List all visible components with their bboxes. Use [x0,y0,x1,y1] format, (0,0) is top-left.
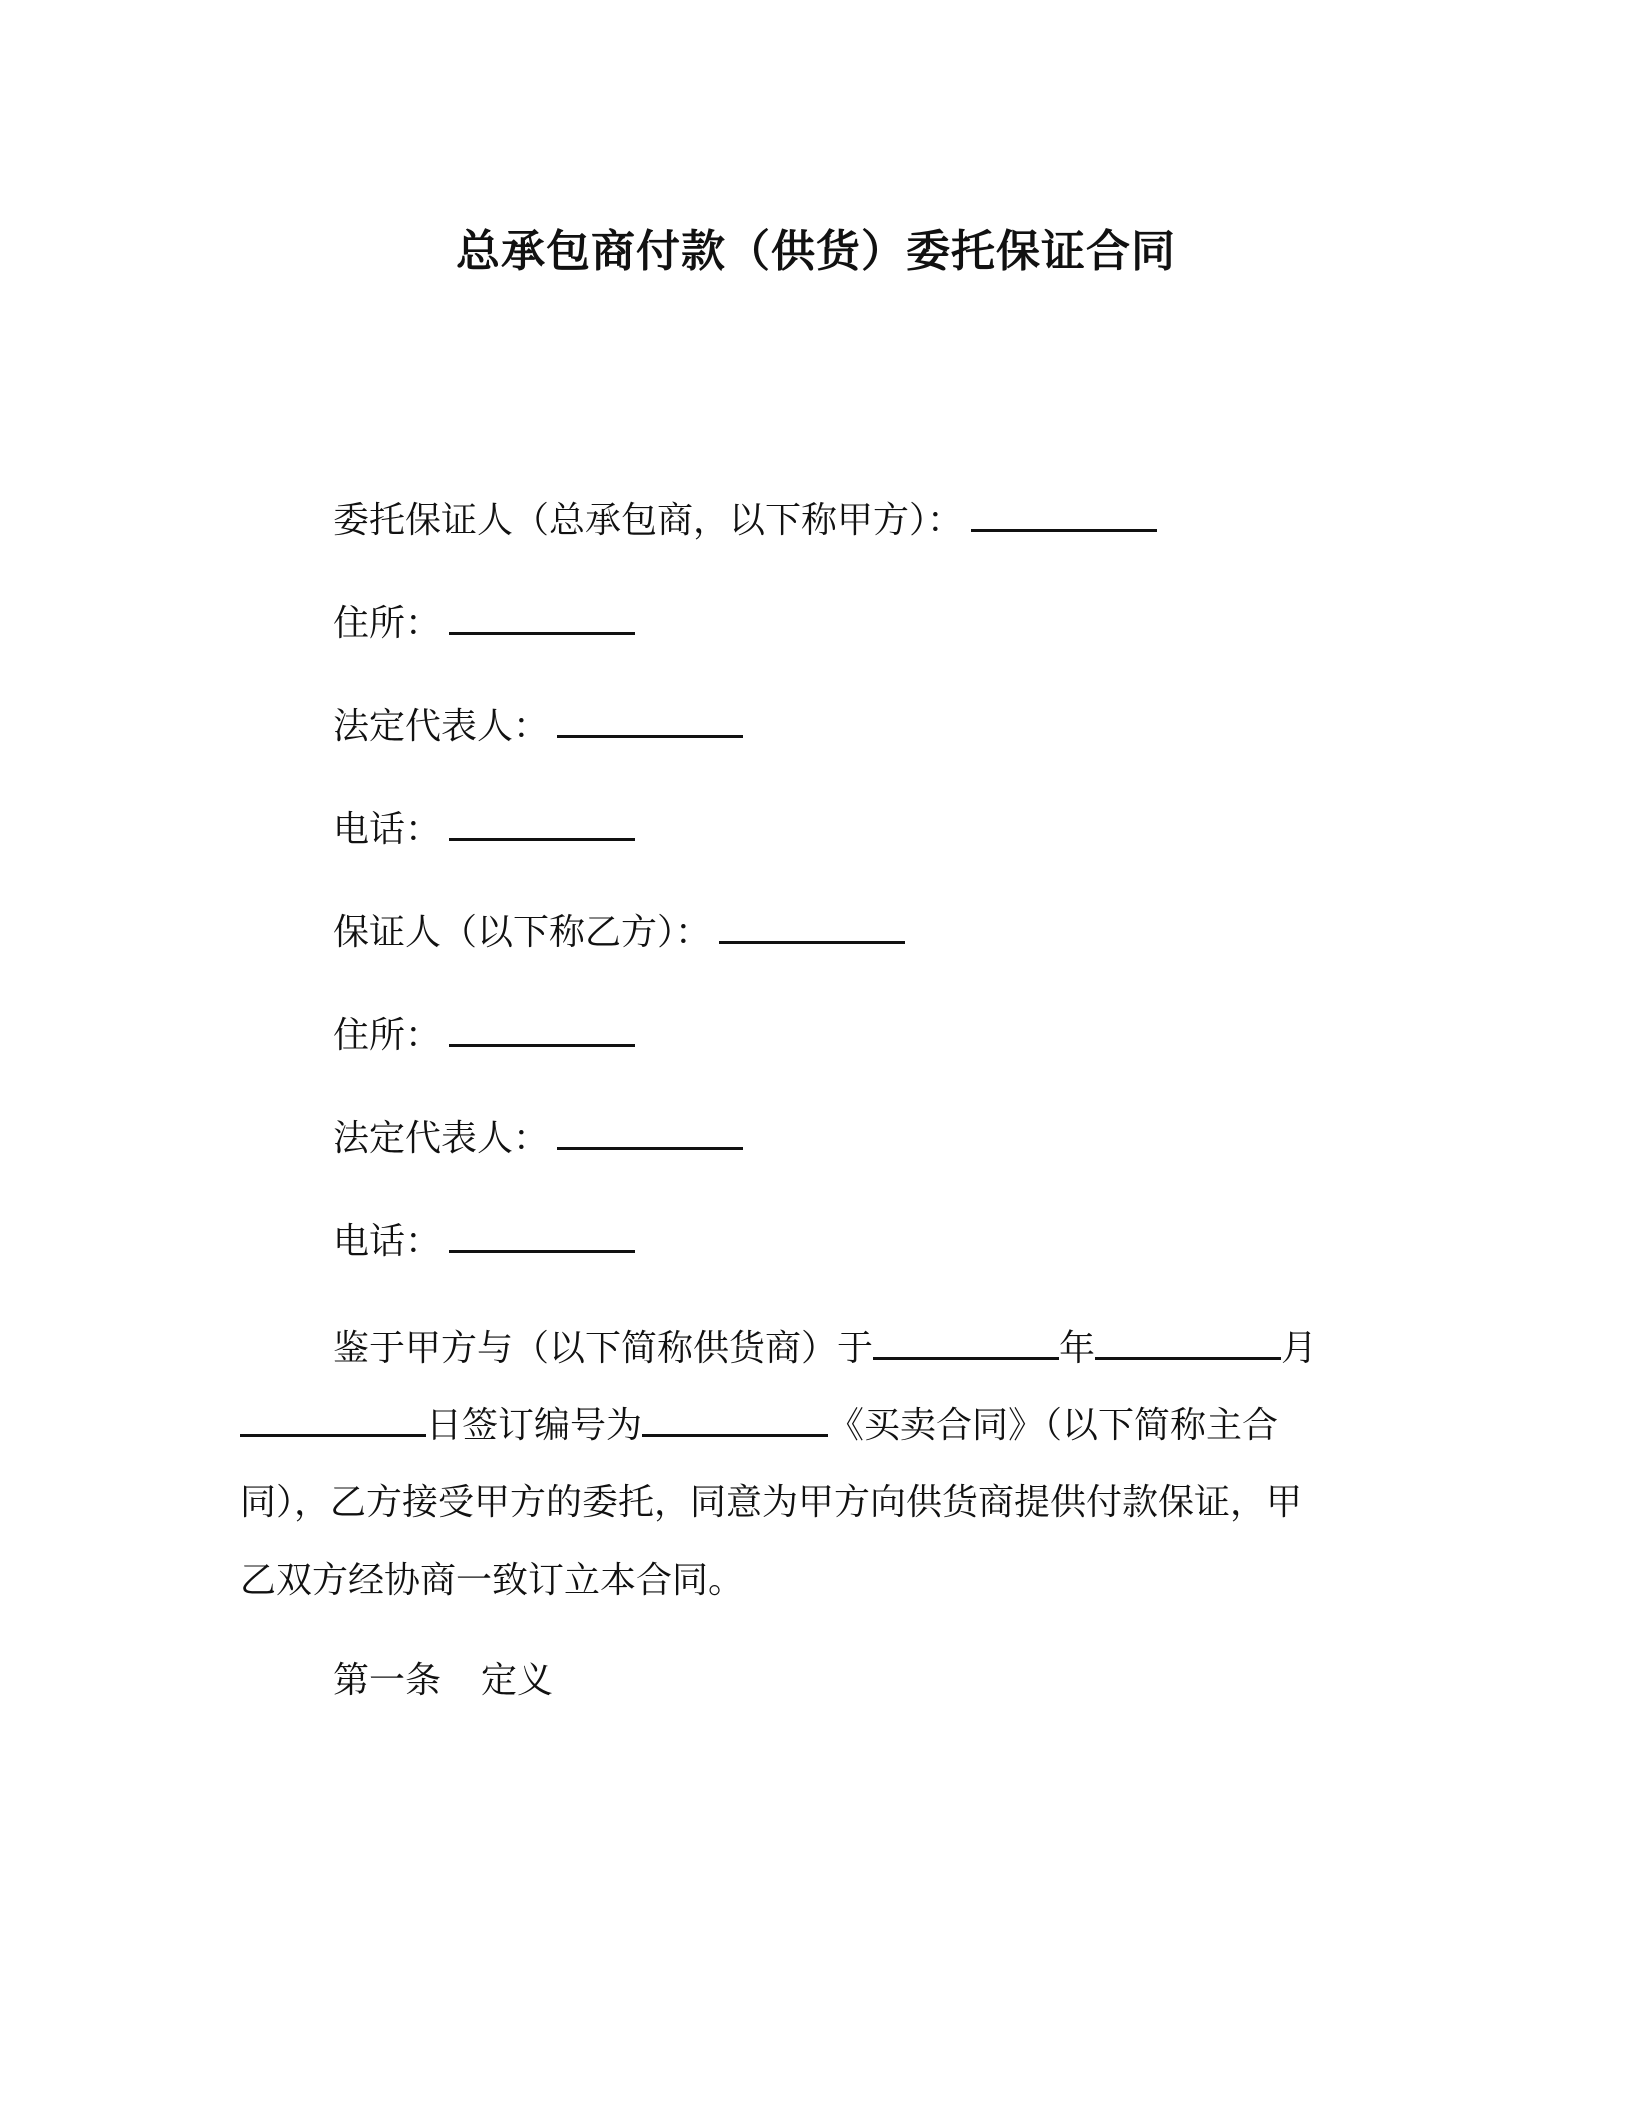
preamble-line: 乙双方经协商一致订立本合同。 [240,1560,745,1601]
fill-in-blank[interactable] [971,499,1157,532]
month-blank[interactable] [1095,1327,1281,1360]
preamble-line: 同），乙方接受甲方的委托，同意为甲方向供货商提供付款保证，甲 [240,1482,1303,1523]
guarantor-field [333,909,905,957]
fill-in-blank[interactable] [449,602,635,635]
preamble-line [240,1402,1278,1450]
field-label: 电话： [333,1221,442,1262]
day-blank[interactable] [240,1404,426,1437]
party-a-phone-field [333,806,635,854]
field-label: 保证人（以下称乙方）： [333,912,712,953]
entrusting-guarantor-field [333,497,1157,545]
field-label: 委托保证人（总承包商，以下称甲方）： [333,500,964,541]
field-label: 住所： [333,603,442,644]
field-label: 电话： [333,809,442,850]
party-b-phone-field [333,1218,635,1266]
document-title: 总承包商付款（供货）委托保证合同 [456,226,1176,277]
party-b-legal-rep-field [333,1115,743,1163]
party-b-address-field [333,1012,635,1060]
preamble-text: 月 [1281,1328,1318,1369]
fill-in-blank[interactable] [557,1117,743,1150]
preamble-line [333,1325,1317,1373]
preamble-text: 《买卖合同》（以下简称主合 [828,1405,1279,1446]
fill-in-blank[interactable] [557,705,743,738]
fill-in-blank[interactable] [449,1220,635,1253]
fill-in-blank[interactable] [449,808,635,841]
year-blank[interactable] [873,1327,1059,1360]
party-a-address-field [333,600,635,648]
article-number: 第一条 [333,1660,442,1701]
party-a-legal-rep-field [333,703,743,751]
field-label: 法定代表人： [333,1118,550,1159]
article-title: 定义 [481,1660,554,1701]
preamble-text: 鉴于甲方与（以下简称供货商）于 [333,1328,874,1369]
fill-in-blank[interactable] [449,1014,635,1047]
contract-number-blank[interactable] [642,1404,828,1437]
field-label: 法定代表人： [333,706,550,747]
field-label: 住所： [333,1015,442,1056]
article-heading [333,1657,553,1705]
preamble-text: 日签订编号为 [426,1405,643,1446]
preamble-text: 年 [1059,1328,1096,1369]
fill-in-blank[interactable] [719,911,905,944]
